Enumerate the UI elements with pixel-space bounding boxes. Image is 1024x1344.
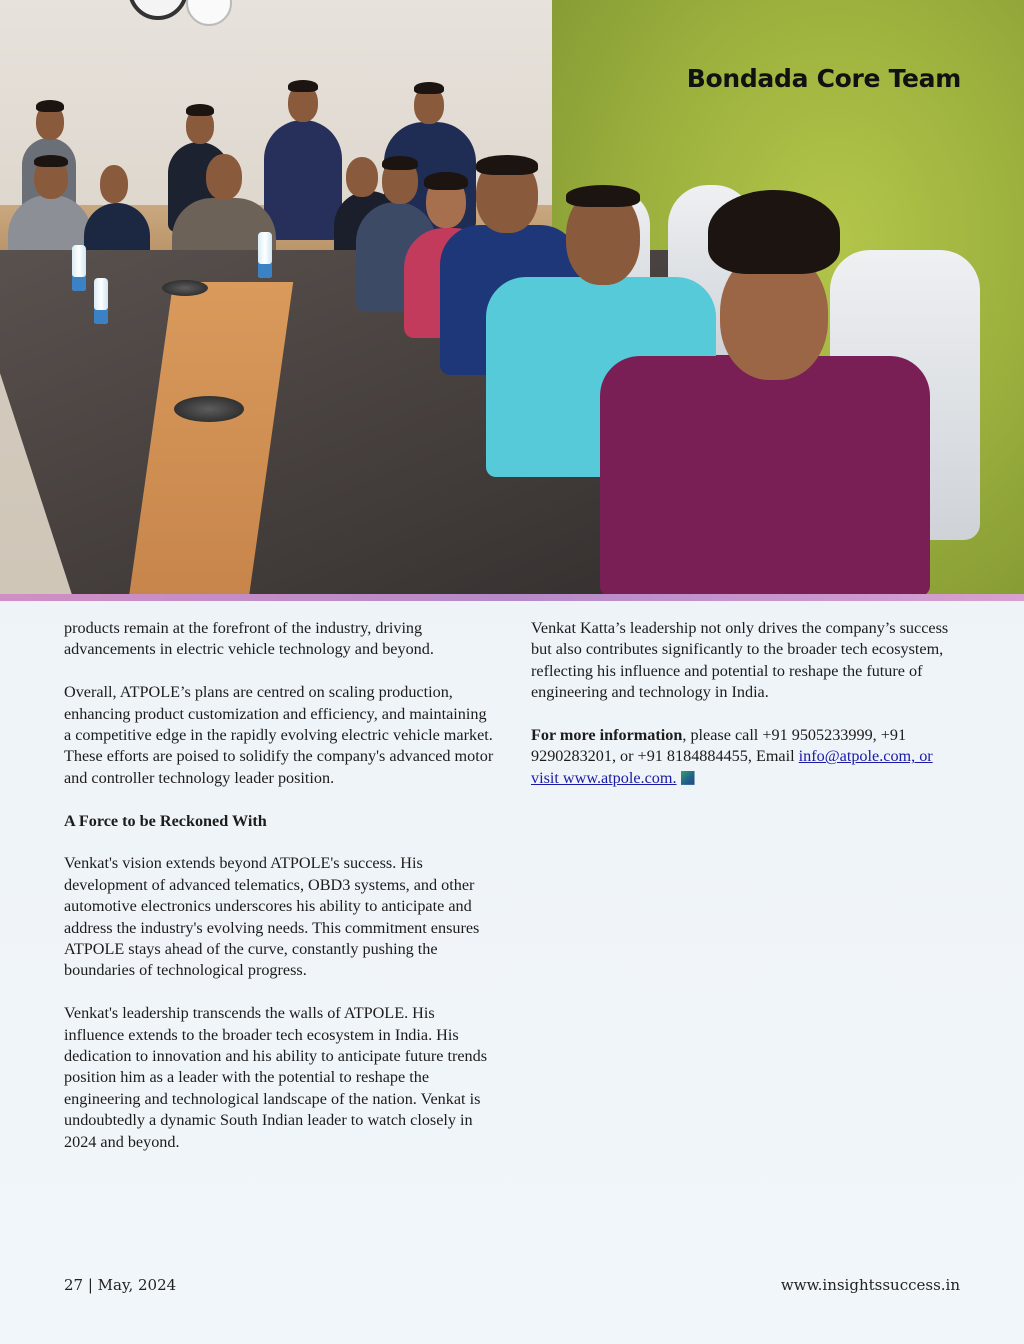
link-icon <box>681 771 695 785</box>
water-bottle <box>258 232 272 278</box>
paragraph: Venkat's vision extends beyond ATPOLE's success. His development of advanced telematics, OBD3 systems, and other automotive electronics underscores his ability to anticipate and address the industry's evolving needs. This commitment ensures ATPOLE stays ahead of the curve, constantly pushing the boundaries of technological progress. <box>64 854 480 980</box>
paragraph: products remain at the forefront of the industry, driving advancements in electric vehicle technology and beyond. <box>64 619 434 659</box>
contact-paragraph <box>531 725 963 789</box>
contact-label: For more information <box>531 726 683 745</box>
paragraph: Overall, ATPOLE’s plans are centred on scaling production, enhancing product customization and efficiency, and maintaining a competitive edge in the rapidly evolving electric vehicle market. These efforts are poised to solidify the company's advanced motor and controller technology leader position. <box>64 683 494 787</box>
contact-link[interactable]: info@atpole.com, or visit www.atpole.com. <box>531 747 933 787</box>
paragraph: Venkat Katta’s leadership not only drives the company’s success but also contributes significantly to the broader tech ecosystem, reflecting his influence and potential to reshape the future of engineering and technology in India. <box>531 619 949 702</box>
website-link[interactable]: www.insightssuccess.in <box>780 1276 960 1294</box>
photo-divider <box>0 594 1024 601</box>
left-column <box>64 618 496 1174</box>
water-bottle <box>72 245 86 291</box>
water-bottle <box>94 278 108 324</box>
team-photo <box>0 0 1024 594</box>
photo-caption: Bondada Core Team <box>686 64 961 93</box>
contact-details: , please call +91 9505233999, +91 9290283201, or +91 8184884455, Email <box>531 726 907 766</box>
conference-speaker <box>162 280 208 296</box>
page-number: 27 | May, 2024 <box>64 1276 177 1294</box>
conference-speaker <box>174 396 244 422</box>
section-heading: A Force to be Reckoned With <box>64 811 267 830</box>
paragraph: Venkat's leadership transcends the walls of ATPOLE. His influence extends to the broader tech ecosystem in India. His dedication to innovation and his ability to anticipate future trends position him as a leader with the potential to reshape the engineering and technological landscape of the nation. Venkat is undoubtedly a dynamic South Indian leader to watch closely in 2024 and beyond. <box>64 1004 488 1151</box>
right-column <box>531 618 963 811</box>
